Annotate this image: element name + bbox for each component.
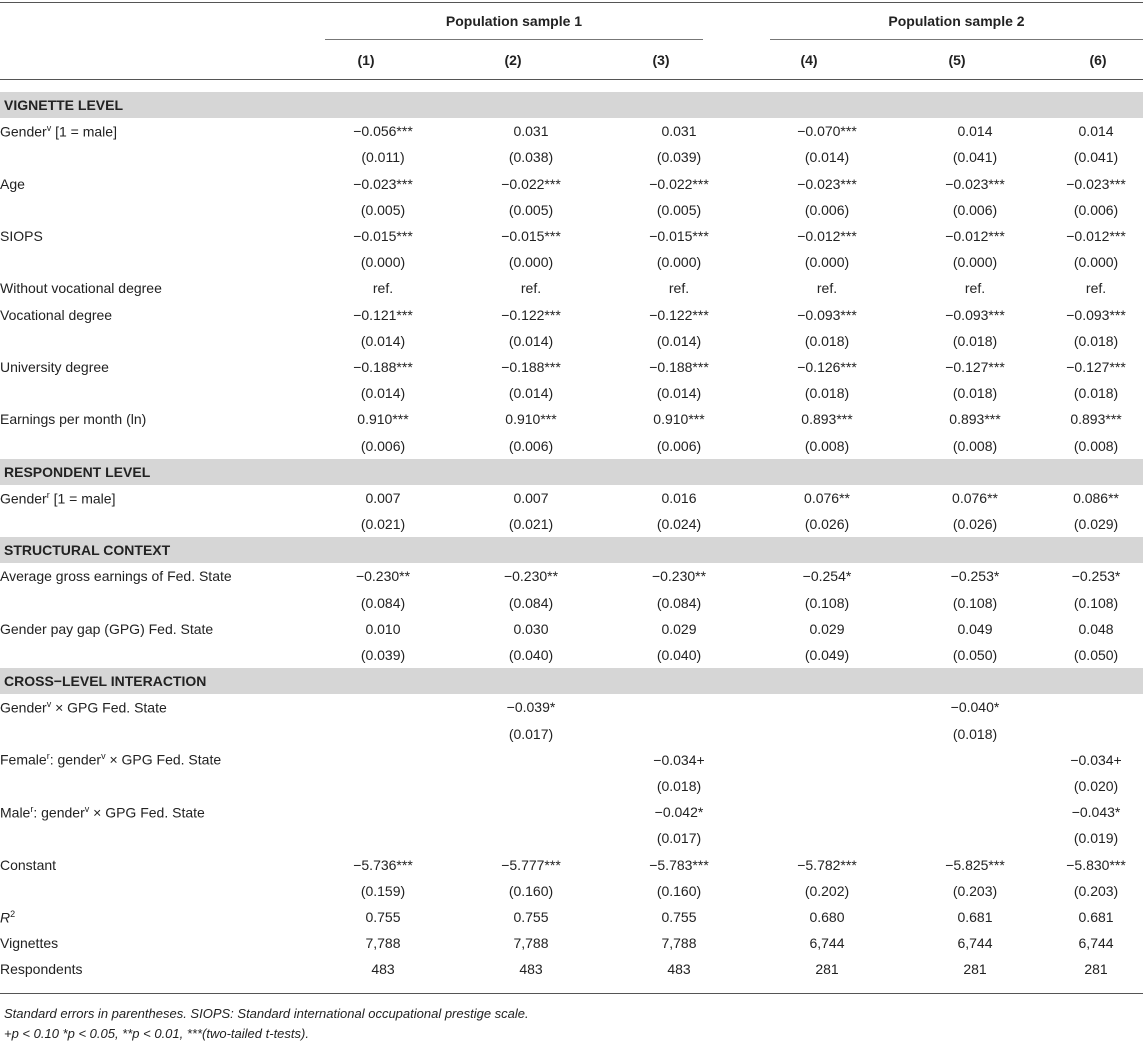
table-cell: 0.910*** — [505, 411, 557, 428]
table-cell: 0.893*** — [1070, 411, 1122, 428]
row-label — [0, 721, 309, 747]
footnote-standard-errors: Standard errors in parentheses. SIOPS: Standard international occupational prestige scale. — [4, 1006, 529, 1021]
table-cell: 281 — [1084, 961, 1108, 978]
row-label — [0, 223, 309, 249]
table-cell: 0.893*** — [801, 411, 853, 428]
row-label-text: Without vocational degree — [0, 280, 162, 297]
section-header — [0, 459, 1143, 485]
column-header-5: (5) — [948, 52, 966, 68]
table-row — [0, 694, 1143, 720]
row-label-text: Vignettes — [0, 935, 59, 952]
table-cell: ref. — [1085, 280, 1107, 297]
table-cell: (0.014) — [360, 332, 406, 349]
table-cell: (0.021) — [508, 516, 554, 533]
table-cell — [901, 799, 1049, 825]
table-cell: (0.108) — [804, 594, 850, 611]
table-cell: (0.005) — [508, 201, 554, 218]
table-cell: −0.012*** — [797, 228, 857, 245]
table-cell: 6,744 — [957, 935, 993, 952]
table-cell — [457, 773, 605, 799]
table-cell — [309, 694, 457, 720]
table-cell: −0.043* — [1071, 804, 1121, 821]
table-cell: (0.014) — [656, 385, 702, 402]
table-cell: (0.014) — [656, 332, 702, 349]
row-label — [0, 642, 309, 668]
table-cell: −0.015*** — [353, 228, 413, 245]
row-label-text: Gender pay gap (GPG) Fed. State — [0, 620, 214, 637]
table-row — [0, 171, 1143, 197]
table-cell: 0.016 — [661, 489, 697, 506]
table-row — [0, 799, 1143, 825]
table-cell: 281 — [963, 961, 987, 978]
row-label-text: Vocational degree — [0, 306, 113, 323]
table-cell: −5.782*** — [797, 856, 857, 873]
table-row — [0, 485, 1143, 511]
table-cell: −0.188*** — [353, 358, 413, 375]
table-cell: (0.018) — [656, 777, 702, 794]
table-cell — [309, 799, 457, 825]
table-cell — [309, 825, 457, 851]
table-cell: 0.014 — [1078, 123, 1114, 140]
row-label-superscript: v — [101, 751, 106, 762]
table-cell: 0.030 — [513, 620, 549, 637]
table-cell — [753, 721, 901, 747]
table-cell: (0.000) — [952, 254, 998, 271]
header-rule — [0, 79, 1143, 80]
table-cell: (0.050) — [952, 647, 998, 664]
row-label-suffix: : gender — [33, 804, 85, 821]
table-cell: (0.203) — [1073, 882, 1119, 899]
table-cell: 0.910*** — [653, 411, 705, 428]
row-label-superscript: r — [46, 751, 50, 762]
row-label — [0, 590, 309, 616]
table-cell: 0.007 — [365, 489, 401, 506]
row-label-superscript: v — [46, 122, 52, 133]
table-cell: (0.160) — [508, 882, 554, 899]
table-cell: 0.893*** — [949, 411, 1001, 428]
row-label — [0, 904, 309, 930]
table-cell: −0.034+ — [1070, 751, 1122, 768]
table-cell: 0.049 — [957, 620, 993, 637]
table-cell — [457, 799, 605, 825]
table-cell: 0.048 — [1078, 620, 1114, 637]
table-row — [0, 930, 1143, 956]
table-cell: −0.126*** — [797, 358, 857, 375]
table-row — [0, 563, 1143, 589]
table-cell: (0.020) — [1073, 777, 1119, 794]
table-cell: −0.023*** — [945, 175, 1005, 192]
table-row — [0, 380, 1143, 406]
table-cell — [901, 825, 1049, 851]
table-cell — [309, 747, 457, 773]
row-label-text: Female — [0, 752, 47, 769]
row-label-superscript: r — [46, 489, 50, 500]
table-cell: (0.014) — [360, 385, 406, 402]
row-label — [0, 354, 309, 380]
table-cell — [309, 721, 457, 747]
table-body — [0, 92, 1143, 982]
table-row — [0, 721, 1143, 747]
table-cell: −0.022*** — [501, 175, 561, 192]
table-cell: (0.084) — [508, 594, 554, 611]
table-cell: (0.049) — [804, 647, 850, 664]
table-cell: (0.203) — [952, 882, 998, 899]
table-cell: (0.202) — [804, 882, 850, 899]
top-rule — [0, 2, 1143, 3]
table-cell: 483 — [519, 961, 543, 978]
table-cell: (0.000) — [804, 254, 850, 271]
table-cell: ref. — [668, 280, 690, 297]
table-row — [0, 747, 1143, 773]
row-label — [0, 171, 309, 197]
row-label — [0, 956, 309, 982]
table-cell: −0.040* — [950, 699, 1000, 716]
row-label-text: Constant — [0, 856, 57, 873]
table-row — [0, 249, 1143, 275]
table-cell: 0.007 — [513, 489, 549, 506]
table-row — [0, 616, 1143, 642]
row-label — [0, 275, 309, 301]
table-cell — [901, 773, 1049, 799]
row-label — [0, 118, 309, 144]
table-cell: 0.680 — [809, 908, 845, 925]
table-cell: (0.018) — [804, 385, 850, 402]
table-cell: (0.040) — [508, 647, 554, 664]
table-cell: −0.230** — [503, 568, 559, 585]
table-cell: −0.012*** — [1066, 228, 1126, 245]
table-cell: 0.076** — [804, 489, 850, 506]
table-cell: (0.108) — [1073, 594, 1119, 611]
table-cell: 0.014 — [957, 123, 993, 140]
table-cell: 483 — [371, 961, 395, 978]
table-cell: (0.006) — [952, 201, 998, 218]
table-cell: −0.039* — [506, 699, 556, 716]
section-title: STRUCTURAL CONTEXT — [0, 537, 1143, 563]
table-row — [0, 144, 1143, 170]
table-cell — [1049, 721, 1143, 747]
footnote-significance: +p < 0.10 *p < 0.05, **p < 0.01, ***(two-tailed t-tests). — [4, 1026, 309, 1041]
table-cell: −0.127*** — [1066, 358, 1126, 375]
row-label-superscript: r — [30, 803, 34, 814]
table-cell: 0.681 — [1078, 908, 1114, 925]
table-cell: (0.040) — [656, 647, 702, 664]
row-label-text: Gender — [0, 699, 47, 716]
section-title: CROSS−LEVEL INTERACTION — [0, 668, 1143, 694]
row-label-suffix: [1 = male] — [49, 490, 116, 507]
section-header — [0, 92, 1143, 118]
table-cell: (0.019) — [1073, 830, 1119, 847]
table-cell: (0.038) — [508, 149, 554, 166]
table-row — [0, 773, 1143, 799]
row-label-suffix: [1 = male] — [51, 123, 117, 140]
table-cell: (0.018) — [952, 385, 998, 402]
row-label — [0, 302, 309, 328]
table-row — [0, 223, 1143, 249]
table-cell: 0.031 — [513, 123, 549, 140]
table-cell: (0.014) — [804, 149, 850, 166]
table-row — [0, 825, 1143, 851]
row-label — [0, 773, 309, 799]
row-label-text: University degree — [0, 358, 109, 375]
table-cell: −0.230** — [651, 568, 707, 585]
table-cell — [309, 773, 457, 799]
row-label-text: R — [0, 909, 11, 926]
table-cell: −0.023*** — [1066, 175, 1126, 192]
section-title: VIGNETTE LEVEL — [0, 92, 1143, 118]
table-cell: −0.093*** — [945, 306, 1005, 323]
table-cell: ref. — [520, 280, 542, 297]
table-cell: −0.121*** — [353, 306, 413, 323]
row-label-suffix: : gender — [49, 752, 102, 769]
table-cell: (0.018) — [1073, 385, 1119, 402]
row-label — [0, 485, 309, 511]
table-row — [0, 302, 1143, 328]
table-cell: 7,788 — [513, 935, 549, 952]
table-cell: 0.086** — [1073, 489, 1119, 506]
table-row — [0, 406, 1143, 432]
table-row — [0, 642, 1143, 668]
row-label — [0, 249, 309, 275]
table-cell — [753, 799, 901, 825]
table-cell: (0.017) — [656, 830, 702, 847]
table-cell: −0.015*** — [501, 228, 561, 245]
table-row — [0, 851, 1143, 877]
row-label — [0, 851, 309, 877]
table-row — [0, 878, 1143, 904]
row-label-text: Age — [0, 175, 25, 192]
row-label — [0, 799, 309, 825]
table-cell: 0.755 — [365, 908, 401, 925]
table-row — [0, 432, 1143, 458]
table-cell: (0.005) — [656, 201, 702, 218]
column-header-1: (1) — [357, 52, 375, 68]
table-cell: 6,744 — [809, 935, 845, 952]
table-cell: −0.188*** — [501, 358, 561, 375]
table-row — [0, 590, 1143, 616]
column-header-2: (2) — [504, 52, 522, 68]
table-cell: (0.026) — [804, 516, 850, 533]
row-label — [0, 380, 309, 406]
row-label — [0, 432, 309, 458]
section-title: RESPONDENT LEVEL — [0, 459, 1143, 485]
table-cell: (0.006) — [360, 437, 406, 454]
table-cell — [605, 694, 753, 720]
table-cell: (0.000) — [508, 254, 554, 271]
row-label — [0, 406, 309, 432]
row-label-text: Male — [0, 804, 31, 821]
table-cell: (0.017) — [508, 725, 554, 742]
table-cell — [1049, 694, 1143, 720]
table-cell: (0.160) — [656, 882, 702, 899]
table-cell: (0.018) — [952, 725, 998, 742]
section-header — [0, 668, 1143, 694]
row-label-suffix: × GPG Fed. State — [105, 752, 222, 769]
table-cell: −0.093*** — [797, 306, 857, 323]
row-label — [0, 694, 309, 720]
table-cell — [605, 721, 753, 747]
row-label-text: Respondents — [0, 961, 83, 978]
table-cell: −5.783*** — [649, 856, 709, 873]
column-header-3: (3) — [652, 52, 670, 68]
row-label — [0, 197, 309, 223]
table-cell: (0.006) — [656, 437, 702, 454]
table-cell: 483 — [667, 961, 691, 978]
table-cell: (0.000) — [1073, 254, 1119, 271]
table-cell: 7,788 — [365, 935, 401, 952]
table-row — [0, 275, 1143, 301]
section-header — [0, 537, 1143, 563]
table-cell: −0.023*** — [353, 175, 413, 192]
row-label-text: Gender — [0, 490, 47, 507]
table-cell: −0.015*** — [649, 228, 709, 245]
table-row — [0, 354, 1143, 380]
table-cell: (0.021) — [360, 516, 406, 533]
table-cell: −0.056*** — [353, 123, 413, 140]
table-cell — [457, 747, 605, 773]
bottom-rule — [0, 993, 1143, 994]
table-cell — [901, 747, 1049, 773]
table-row — [0, 118, 1143, 144]
table-cell: −0.012*** — [945, 228, 1005, 245]
row-label-superscript: v — [46, 699, 52, 710]
group-rule-1 — [325, 39, 703, 40]
table-cell: (0.006) — [804, 201, 850, 218]
table-cell: 281 — [815, 961, 839, 978]
table-cell: −0.253* — [1071, 568, 1121, 585]
group-header-sample-2: Population sample 2 — [888, 13, 1025, 29]
table-cell: −5.777*** — [501, 856, 561, 873]
table-cell: 0.010 — [365, 620, 401, 637]
table-cell: 6,744 — [1078, 935, 1114, 952]
group-header-sample-1: Population sample 1 — [445, 13, 583, 29]
table-cell: 0.755 — [661, 908, 697, 925]
table-cell: (0.159) — [360, 882, 406, 899]
table-cell: −5.825*** — [945, 856, 1005, 873]
row-label-superscript: v — [84, 803, 90, 814]
table-cell: −0.230** — [355, 568, 411, 585]
group-rule-2 — [770, 39, 1143, 40]
table-cell: −0.122*** — [649, 306, 709, 323]
table-cell: 0.755 — [513, 908, 549, 925]
table-cell: −0.254* — [802, 568, 852, 585]
table-cell — [753, 773, 901, 799]
table-cell: (0.018) — [804, 332, 850, 349]
row-label — [0, 825, 309, 851]
table-cell: −5.736*** — [353, 856, 413, 873]
table-cell: (0.005) — [360, 201, 406, 218]
table-cell: (0.039) — [360, 647, 406, 664]
table-cell: −0.023*** — [797, 175, 857, 192]
table-cell: (0.006) — [1073, 201, 1119, 218]
table-cell: (0.011) — [361, 149, 405, 166]
table-cell: (0.084) — [656, 594, 702, 611]
row-label — [0, 616, 309, 642]
table-cell: (0.000) — [360, 254, 406, 271]
table-cell — [753, 694, 901, 720]
row-label-superscript: 2 — [10, 908, 16, 919]
table-cell: (0.018) — [952, 332, 998, 349]
table-cell: (0.041) — [1073, 149, 1119, 166]
row-label-suffix: × GPG Fed. State — [51, 699, 167, 716]
table-cell: 0.910*** — [357, 411, 409, 428]
row-label-text: SIOPS — [0, 228, 43, 245]
table-cell: (0.014) — [508, 385, 554, 402]
table-cell — [457, 825, 605, 851]
row-label — [0, 144, 309, 170]
row-label — [0, 930, 309, 956]
table-cell: −0.122*** — [501, 306, 561, 323]
table-cell: −0.070*** — [797, 123, 857, 140]
row-label-text: Average gross earnings of Fed. State — [0, 568, 232, 585]
table-cell: −0.034+ — [653, 751, 705, 768]
row-label — [0, 878, 309, 904]
table-cell: (0.039) — [656, 149, 702, 166]
table-cell: −0.042* — [654, 804, 704, 821]
table-cell: (0.008) — [952, 437, 998, 454]
table-cell: (0.014) — [508, 332, 554, 349]
table-cell: (0.024) — [656, 516, 702, 533]
row-label-suffix: × GPG Fed. State — [89, 804, 205, 821]
table-cell: 0.029 — [809, 620, 845, 637]
table-row — [0, 197, 1143, 223]
row-label — [0, 511, 309, 537]
table-cell: (0.026) — [952, 516, 998, 533]
table-cell: −0.253* — [950, 568, 1000, 585]
table-cell: ref. — [816, 280, 838, 297]
table-cell: (0.050) — [1073, 647, 1119, 664]
table-row — [0, 904, 1143, 930]
table-cell: 0.681 — [957, 908, 993, 925]
row-label — [0, 328, 309, 354]
table-cell: −0.093*** — [1066, 306, 1126, 323]
table-cell: 7,788 — [661, 935, 697, 952]
row-label-text: Earnings per month (ln) — [0, 411, 147, 428]
table-cell: (0.000) — [656, 254, 702, 271]
table-cell: 0.076** — [952, 489, 998, 506]
table-cell: −0.188*** — [649, 358, 709, 375]
table-cell: (0.006) — [508, 437, 554, 454]
table-cell: (0.008) — [1073, 437, 1119, 454]
table-row — [0, 328, 1143, 354]
table-cell — [753, 825, 901, 851]
column-header-4: (4) — [800, 52, 818, 68]
row-label-text: Gender — [0, 123, 47, 140]
table-cell: −0.022*** — [649, 175, 709, 192]
table-cell: (0.029) — [1073, 516, 1119, 533]
table-cell: (0.041) — [952, 149, 998, 166]
table-cell: (0.108) — [952, 594, 998, 611]
table-cell: (0.018) — [1073, 332, 1119, 349]
table-cell: (0.084) — [360, 594, 406, 611]
column-header-6: (6) — [1089, 52, 1107, 68]
table-cell: 0.031 — [661, 123, 697, 140]
table-cell: 0.029 — [661, 620, 697, 637]
table-cell — [753, 747, 901, 773]
row-label — [0, 563, 309, 589]
table-cell: ref. — [372, 280, 394, 297]
table-cell: (0.008) — [804, 437, 850, 454]
table-row — [0, 956, 1143, 982]
table-cell: −5.830*** — [1066, 856, 1126, 873]
table-cell: −0.127*** — [945, 358, 1005, 375]
row-label — [0, 747, 309, 773]
table-cell: ref. — [964, 280, 986, 297]
table-row — [0, 511, 1143, 537]
